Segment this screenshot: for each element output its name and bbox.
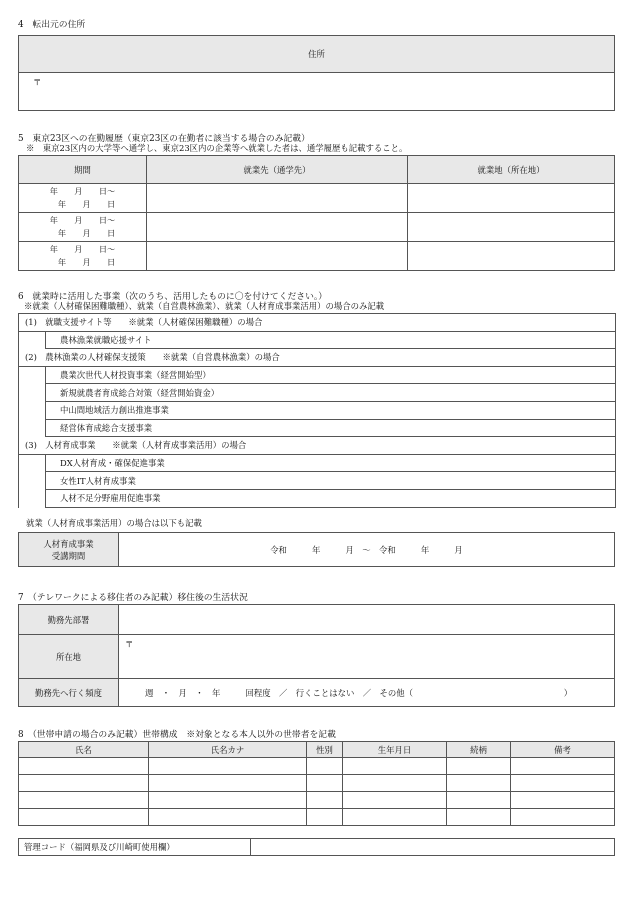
- col-workplace: 就業先（通学先）: [147, 156, 408, 184]
- training-period-label: 人材育成事業 受講期間: [19, 533, 119, 567]
- location-label: 所在地: [19, 635, 119, 679]
- col-name: 氏名: [19, 742, 149, 758]
- household-cell[interactable]: [19, 809, 149, 826]
- admin-code-table: [18, 838, 615, 856]
- program-item[interactable]: 経営体育成総合支援事業: [45, 420, 615, 438]
- section-8-title: 8 （世帯申請の場合のみ記載）世帯構成 ※対象となる本人以外の世帯者を記載: [18, 730, 336, 740]
- section-7-title: 7 （テレワークによる移住者のみ記載）移住後の生活状況: [18, 593, 248, 603]
- period-cell[interactable]: 年 月 日～ 年 月 日: [19, 213, 147, 242]
- workplace-cell[interactable]: [147, 213, 408, 242]
- col-period: 期間: [19, 156, 147, 184]
- household-cell[interactable]: [343, 809, 447, 826]
- household-cell[interactable]: [149, 775, 307, 792]
- living-status-table: [18, 604, 615, 707]
- period-cell[interactable]: 年 月 日～ 年 月 日: [19, 242, 147, 271]
- program-item[interactable]: 人材不足分野雇用促進事業: [45, 490, 615, 508]
- household-cell[interactable]: [447, 775, 511, 792]
- postal-mark: 〒: [125, 639, 134, 649]
- section-6-sub-note: 就業（人材育成事業活用）の場合は以下も記載: [26, 518, 202, 528]
- program-item[interactable]: 女性IT人材育成事業: [45, 472, 615, 490]
- location-field[interactable]: [119, 635, 615, 679]
- program-item[interactable]: 農林漁業就職応援サイト: [45, 332, 615, 350]
- household-cell[interactable]: [149, 758, 307, 775]
- workplace-cell[interactable]: [147, 242, 408, 271]
- household-cell[interactable]: [19, 792, 149, 809]
- dept-field[interactable]: [119, 605, 615, 635]
- admin-code-label: 管理コード（福岡県及び川崎町使用欄）: [19, 839, 251, 856]
- household-cell[interactable]: [307, 792, 343, 809]
- household-cell[interactable]: [307, 809, 343, 826]
- training-period-value[interactable]: 令和 年 月 ～ 令和 年 月: [119, 533, 615, 567]
- household-table: [18, 741, 615, 826]
- section-4-title: 4 転出元の住所: [18, 20, 86, 30]
- section-5-note: ※ 東京23区内の大学等へ通学し、東京23区内の企業等へ就業した者は、通学履歴も記載すること。: [26, 143, 408, 153]
- household-cell[interactable]: [343, 775, 447, 792]
- work-history-table: [18, 155, 615, 271]
- workplace-cell[interactable]: [147, 184, 408, 213]
- table-row: [19, 758, 615, 775]
- program-item[interactable]: DX人材育成・確保促進事業: [45, 455, 615, 473]
- col-work-location: 就業地（所在地）: [408, 156, 615, 184]
- household-cell[interactable]: [343, 758, 447, 775]
- address-table: [18, 35, 615, 111]
- period-cell[interactable]: 年 月 日～ 年 月 日: [19, 184, 147, 213]
- program-item[interactable]: 農業次世代人材投資事業（経営開始型）: [45, 367, 615, 385]
- household-cell[interactable]: [447, 758, 511, 775]
- section-6-note: ※就業（人材確保困難職種）、就業（自営農林漁業）、就業（人材育成事業活用）の場合のみ記載: [24, 301, 385, 311]
- household-cell[interactable]: [447, 792, 511, 809]
- household-cell[interactable]: [307, 758, 343, 775]
- col-relationship: 続柄: [447, 742, 511, 758]
- address-field[interactable]: [19, 73, 615, 111]
- household-cell[interactable]: [511, 809, 615, 826]
- program-category: (2) 農林漁業の人材確保支援策 ※就業（自営農林漁業）の場合: [19, 349, 615, 367]
- work-location-cell[interactable]: [408, 213, 615, 242]
- program-list: [18, 313, 616, 508]
- table-row: [19, 775, 615, 792]
- program-item[interactable]: 新規就農者育成総合対策（経営開始資金）: [45, 384, 615, 402]
- section-6-title: 6 就業時に活用した事業（次のうち、活用したものに〇を付けてください。）: [18, 292, 328, 302]
- work-location-cell[interactable]: [408, 184, 615, 213]
- address-header: 住所: [19, 36, 615, 73]
- frequency-field[interactable]: 週 ・ 月 ・ 年 回程度 ／ 行くことはない ／ その他（ ）: [119, 679, 615, 707]
- program-category: (1) 就職支援サイト等 ※就業（人材確保困難職種）の場合: [19, 314, 615, 332]
- program-category: (3) 人材育成事業 ※就業（人材育成事業活用）の場合: [19, 437, 615, 455]
- program-item[interactable]: 中山間地域活力創出推進事業: [45, 402, 615, 420]
- frequency-label: 勤務先へ行く頻度: [19, 679, 119, 707]
- col-remarks: 備考: [511, 742, 615, 758]
- col-gender: 性別: [307, 742, 343, 758]
- postal-mark: 〒: [33, 77, 42, 87]
- household-cell[interactable]: [511, 758, 615, 775]
- training-period-table: [18, 532, 615, 567]
- household-cell[interactable]: [19, 775, 149, 792]
- table-row: [19, 792, 615, 809]
- household-cell[interactable]: [19, 758, 149, 775]
- col-birthdate: 生年月日: [343, 742, 447, 758]
- household-cell[interactable]: [149, 792, 307, 809]
- table-row: [19, 809, 615, 826]
- household-cell[interactable]: [447, 809, 511, 826]
- dept-label: 勤務先部署: [19, 605, 119, 635]
- household-cell[interactable]: [511, 792, 615, 809]
- section-5-title: 5 東京23区への在勤履歴（東京23区の在勤者に該当する場合のみ記載）: [18, 134, 310, 144]
- admin-code-field[interactable]: [251, 839, 615, 856]
- household-cell[interactable]: [307, 775, 343, 792]
- work-location-cell[interactable]: [408, 242, 615, 271]
- household-cell[interactable]: [149, 809, 307, 826]
- col-name-kana: 氏名カナ: [149, 742, 307, 758]
- household-cell[interactable]: [511, 775, 615, 792]
- household-cell[interactable]: [343, 792, 447, 809]
